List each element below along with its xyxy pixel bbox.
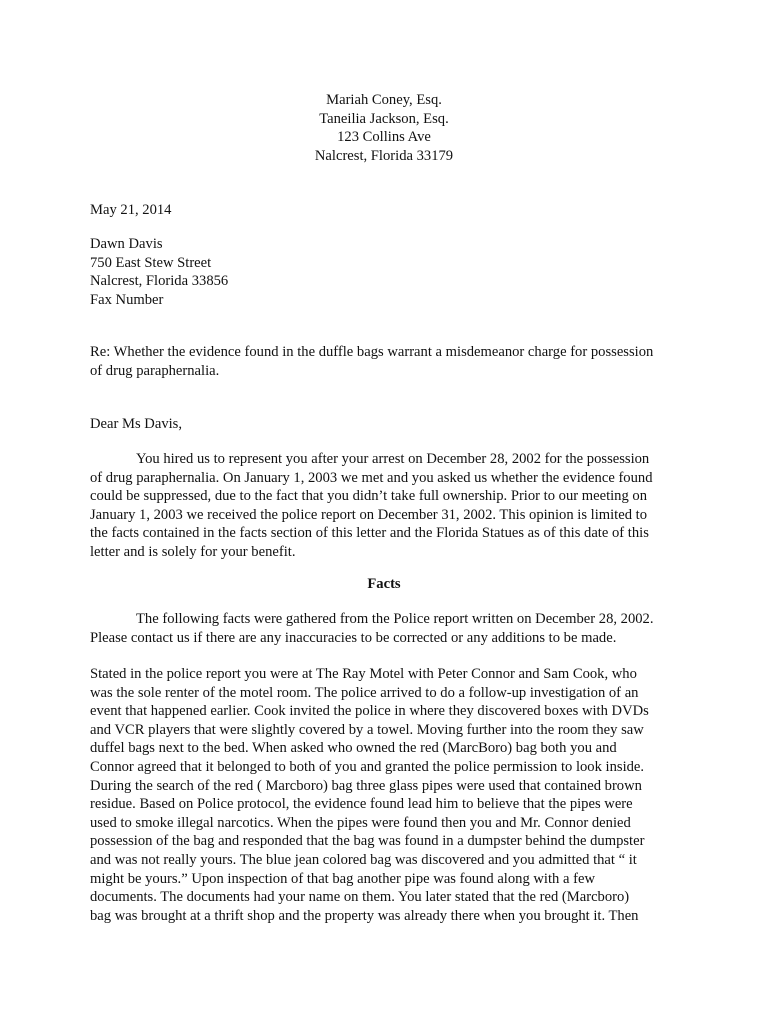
paragraph-line: January 1, 2003 we received the police report on December 31, 2002. This opinion is limited to	[90, 506, 647, 523]
letterhead-street: 123 Collins Ave	[337, 129, 431, 146]
paragraph-line: might be yours.” Upon inspection of that bag another pipe was found along with a few	[90, 870, 595, 887]
paragraph-line: was the sole renter of the motel room. The police arrived to do a follow-up investigation of an	[90, 684, 639, 701]
paragraph-line: and was not really yours. The blue jean colored bag was discovered and you admitted that “ it	[90, 851, 637, 868]
letter-date: May 21, 2014	[90, 202, 172, 218]
subject-line	[90, 343, 678, 380]
paragraph-line: Please contact us if there are any inaccuracies to be corrected or any additions to be made.	[90, 629, 617, 646]
paragraph-line: possession of the bag and responded that the bag was found in a dumpster behind the dumpster	[90, 833, 645, 850]
subject-line-2: of drug paraphernalia.	[90, 362, 220, 379]
salutation: Dear Ms Davis,	[90, 416, 183, 432]
paragraph-line: residue. Based on Police protocol, the evidence found lead him to believe that the pipes were	[90, 796, 633, 813]
letterhead-attorney-2: Taneilia Jackson, Esq.	[319, 110, 449, 127]
facts-body-paragraph	[90, 665, 678, 925]
recipient-street: 750 East Stew Street	[90, 254, 212, 271]
recipient-city: Nalcrest, Florida 33856	[90, 273, 229, 290]
paragraph-line: You hired us to represent you after your arrest on December 28, 2002 for the possession	[136, 451, 650, 467]
paragraph-line: documents. The documents had your name on them. You later stated that the red (Marcboro)	[90, 889, 630, 906]
paragraph-line: letter and is solely for your benefit.	[90, 543, 296, 560]
facts-intro-paragraph	[90, 610, 678, 647]
paragraph-line: bag was brought at a thrift shop and the property was already there when you brought it. Then	[90, 907, 639, 924]
letterhead-city: Nalcrest, Florida 33179	[314, 147, 454, 164]
paragraph-line: of drug paraphernalia. On January 1, 2003 we met and you asked us whether the evidence found	[90, 469, 653, 486]
paragraph-line: could be suppressed, due to the fact that you didn’t take full ownership. Prior to our meeting on	[90, 488, 648, 505]
letterhead	[0, 91, 768, 165]
recipient-fax: Fax Number	[90, 291, 164, 308]
recipient-address	[90, 235, 678, 309]
paragraph-line: The following facts were gathered from the Police report written on December 28, 2002.	[136, 611, 654, 627]
letterhead-attorney-1: Mariah Coney, Esq.	[326, 92, 442, 108]
paragraph-line: duffel bags next to the bed. When asked who owned the red (MarcBoro) bag both you and	[90, 740, 617, 757]
paragraph-line: Stated in the police report you were at The Ray Motel with Peter Connor and Sam Cook, who	[90, 666, 637, 682]
intro-paragraph	[90, 450, 678, 562]
paragraph-line: Connor agreed that it belonged to both of you and granted the police permission to look inside.	[90, 758, 645, 775]
paragraph-line: During the search of the red ( Marcboro) bag three glass pipes were used that contained brown	[90, 777, 642, 794]
paragraph-line: and VCR players that were slightly covered by a towel. Moving further into the room they saw	[90, 721, 644, 738]
recipient-name: Dawn Davis	[90, 236, 163, 252]
paragraph-line: used to smoke illegal narcotics. When the pipes were found then you and Mr. Connor denied	[90, 814, 631, 831]
paragraph-line: the facts contained in the facts section of this letter and the Florida Statues as of this date of this	[90, 525, 649, 542]
facts-heading: Facts	[367, 576, 401, 592]
subject-line-1: Re: Whether the evidence found in the duffle bags warrant a misdemeanor charge for possession	[90, 344, 654, 360]
paragraph-line: event that happened earlier. Cook invited the police in where they discovered boxes with DVDs	[90, 703, 649, 720]
